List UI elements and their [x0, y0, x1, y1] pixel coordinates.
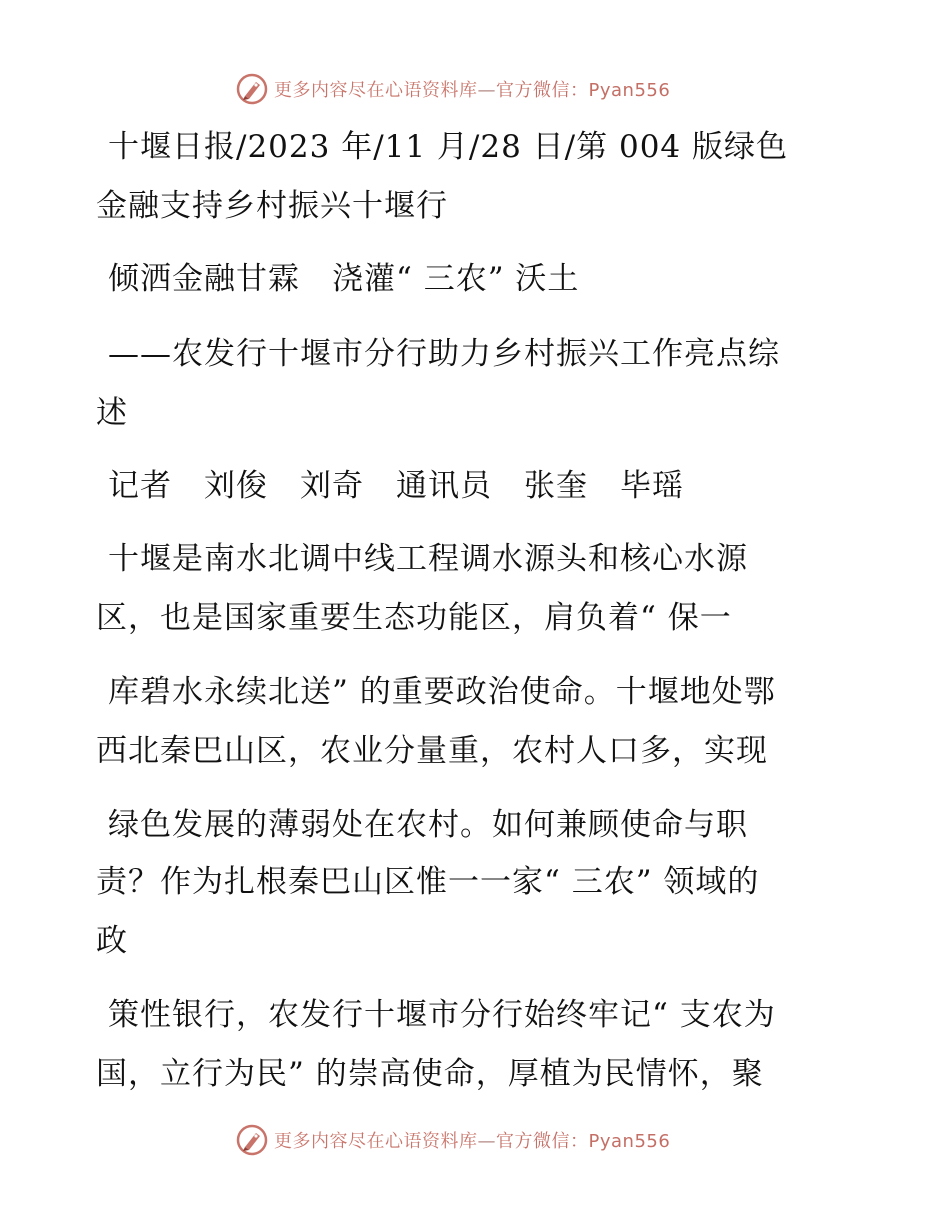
watermark-separator: — [477, 1131, 496, 1152]
article-line: 述 [96, 395, 128, 431]
article-line: 国，立行为民” 的崇高使命，厚植为民情怀，聚 [96, 1056, 764, 1092]
watermark-header [236, 72, 716, 106]
article-line: 库碧水永续北送” 的重要政治使命。十堰地处鄂 [108, 674, 776, 710]
article-line: ——农发行十堰市分行助力乡村振兴工作亮点综 [108, 336, 780, 372]
pen-nib-logo-icon [236, 73, 268, 105]
watermark-text [274, 1127, 670, 1153]
article-line: 金融支持乡村振兴十堰行 [96, 188, 448, 224]
article-line: 十堰日报/2023 年/11 月/28 日/第 004 版绿色 [108, 129, 789, 165]
watermark-main: 更多内容尽在心语资料库 [274, 80, 478, 101]
pen-nib-logo-icon [236, 1124, 268, 1156]
article-line: 策性银行，农发行十堰市分行始终牢记“ 支农为 [108, 997, 776, 1033]
article-line: 区，也是国家重要生态功能区，肩负着“ 保一 [96, 600, 732, 636]
watermark-text [274, 76, 670, 102]
watermark-main: 更多内容尽在心语资料库 [274, 1131, 478, 1152]
watermark-separator: — [477, 80, 496, 101]
article-line: 十堰是南水北调中线工程调水源头和核心水源 [108, 541, 748, 577]
watermark-tail: 官方微信：Pyan556 [496, 80, 671, 101]
article-line: 政 [96, 923, 128, 959]
watermark-footer [236, 1123, 716, 1157]
watermark-tail: 官方微信：Pyan556 [496, 1131, 671, 1152]
article-line: 西北秦巴山区，农业分量重，农村人口多，实现 [96, 733, 768, 769]
article-line: 倾洒金融甘霖 浇灌“ 三农” 沃土 [108, 261, 580, 297]
article-line: 责？作为扎根秦巴山区惟一一家“ 三农” 领域的 [96, 864, 760, 900]
article-line: 绿色发展的薄弱处在农村。如何兼顾使命与职 [108, 807, 748, 843]
article-line: 记者 刘俊 刘奇 通讯员 张奎 毕瑶 [108, 468, 684, 504]
